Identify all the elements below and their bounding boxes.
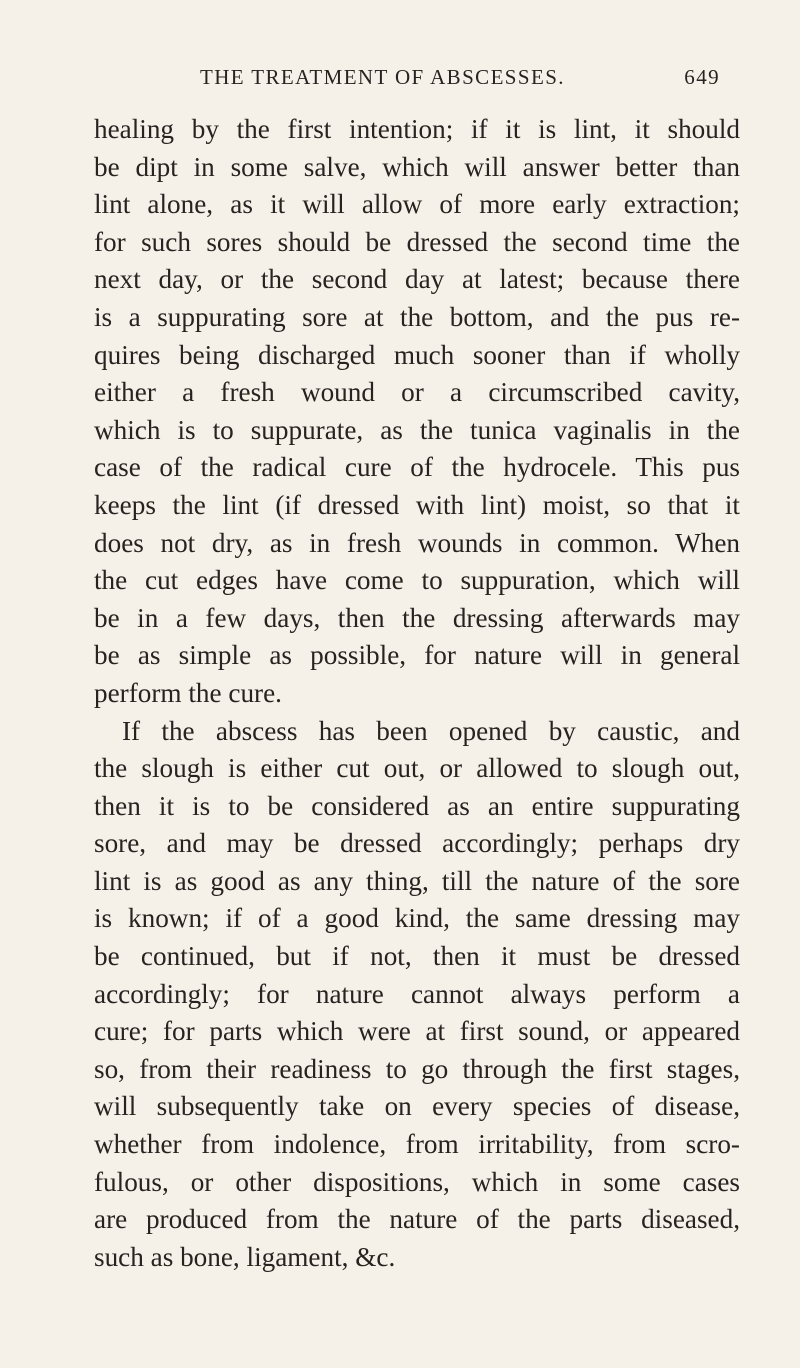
text-line: are produced from the nature of the parts diseased,: [94, 1204, 740, 1235]
text-line: either a fresh wound or a circumscribed cavity,: [94, 377, 740, 408]
text-line: so, from their readiness to go through the first stages,: [94, 1053, 740, 1084]
text-line: keeps the lint (if dressed with lint) moist, so that it: [94, 489, 740, 520]
text-line: quires being discharged much sooner than if wholly: [94, 339, 740, 370]
text-line: be continued, but if not, then it must be dressed: [94, 941, 740, 972]
text-line: cure; for parts which were at first sound, or appeared: [94, 1016, 740, 1047]
paragraph-first-line: If the abscess has been opened by caustic, and: [122, 715, 740, 746]
text-line: next day, or the second day at latest; because there: [94, 264, 740, 295]
text-line: will subsequently take on every species of disease,: [94, 1091, 740, 1122]
body-text: [94, 111, 740, 1276]
paragraph-end-line: such as bone, ligament, &c.: [94, 1241, 396, 1272]
page-number: 649: [684, 65, 720, 89]
text-line: lint alone, as it will allow of more early extraction;: [94, 189, 740, 220]
text-line: the slough is either cut out, or allowed to slough out,: [94, 753, 740, 784]
paragraph-end-line: perform the cure.: [94, 677, 282, 708]
text-line: whether from indolence, from irritability, from scro-: [94, 1129, 740, 1160]
text-line: for such sores should be dressed the second time the: [94, 226, 740, 257]
text-line: sore, and may be dressed accordingly; perhaps dry: [94, 828, 740, 859]
text-line: then it is to be considered as an entire suppurating: [94, 790, 740, 821]
text-line: be dipt in some salve, which will answer better than: [94, 151, 740, 182]
text-line: accordingly; for nature cannot always perform a: [94, 978, 740, 1009]
text-line: be in a few days, then the dressing afterwards may: [94, 602, 740, 633]
text-line: fulous, or other dispositions, which in some cases: [94, 1166, 740, 1197]
text-line: lint is as good as any thing, till the nature of the sore: [94, 865, 740, 896]
text-line: be as simple as possible, for nature will in general: [94, 640, 740, 671]
text-line: which is to suppurate, as the tunica vaginalis in the: [94, 414, 740, 445]
running-head: [200, 63, 720, 91]
text-line: is a suppurating sore at the bottom, and the pus re-: [94, 301, 740, 332]
text-line: healing by the first intention; if it is lint, it should: [94, 114, 740, 144]
text-line: case of the radical cure of the hydrocele. This pus: [94, 452, 740, 483]
text-line: is known; if of a good kind, the same dressing may: [94, 903, 740, 934]
running-title: THE TREATMENT OF ABSCESSES.: [200, 65, 565, 89]
text-line: the cut edges have come to suppuration, which will: [94, 565, 740, 596]
text-line: does not dry, as in fresh wounds in common. When: [94, 527, 740, 558]
